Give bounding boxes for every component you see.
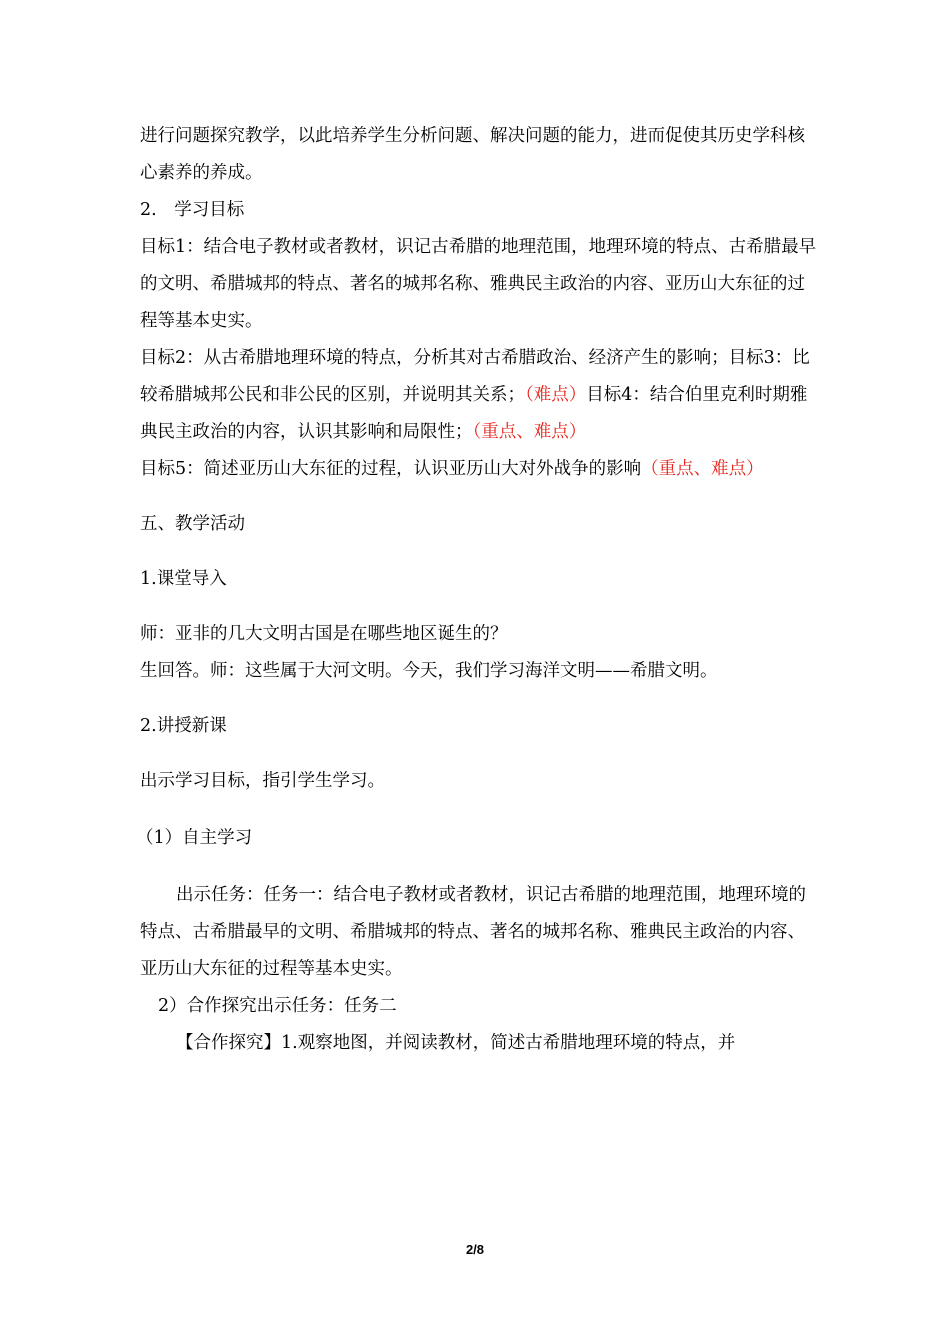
goal-4-key-mark: （重点、难点） [472,422,587,442]
goal-2-3-text: 目标2：从古希腊地理环境的特点，分析其对古希腊政治、经济产生的影响；目标3：比较希腊城邦公民和非公民的区别，并说明其关系； [140,348,810,405]
goal-5-text: 目标5：简述亚历山大东征的过程，认识亚历山大对外战争的影响 [140,459,642,479]
subsection-intro-title: 1.课堂导入 [140,569,227,589]
coop-title: 2）合作探究出示任务：任务二 [158,996,397,1016]
intro-paragraph: 进行问题探究教学，以此培养学生分析问题、解决问题的能力，进而促使其历史学科核心素养的养成。 [140,126,805,183]
coop-task-line: 【合作探究】1.观察地图，并阅读教材，简述古希腊地理环境的特点，并 [176,1033,736,1053]
section-5-title: 五、教学活动 [140,514,245,534]
goals-section-title: 2. 学习目标 [140,200,245,220]
goal-4-text: 目标4：结合伯里克利时期雅典民主政治的内容，认识其影响和局限性； [140,385,808,442]
goals-2-to-5 [140,340,820,488]
goal-5-key-mark: （重点、难点） [641,459,764,479]
goal-1: 目标1：结合电子教材或者教材，识记古希腊的地理范围，地理环境的特点、古希腊最早的文明、希腊城邦的特点、著名的城邦名称、雅典民主政治的内容、亚历山大东征的过程等基本史实。 [140,237,817,331]
teacher-question: 师：亚非的几大文明古国是在哪些地区诞生的？ [140,624,508,644]
task-1-paragraph: 出示任务：任务一：结合电子教材或者教材，识记古希腊的地理范围，地理环境的特点、古希腊最早的文明、希腊城邦的特点、著名的城邦名称、雅典民主政治的内容、亚历山大东征的过程等基本史实。 [140,885,806,979]
subsection-new-lesson-title: 2.讲授新课 [140,716,227,736]
goal-3-difficulty-mark: （难点） [525,385,587,405]
show-goals-line: 出示学习目标，指引学生学习。 [140,771,385,791]
student-answer: 生回答。师：这些属于大河文明。今天，我们学习海洋文明——希腊文明。 [140,661,718,681]
page-number: 2/8 [465,1242,485,1257]
document-body [136,118,820,1062]
self-study-title: （1）自主学习 [136,828,253,848]
